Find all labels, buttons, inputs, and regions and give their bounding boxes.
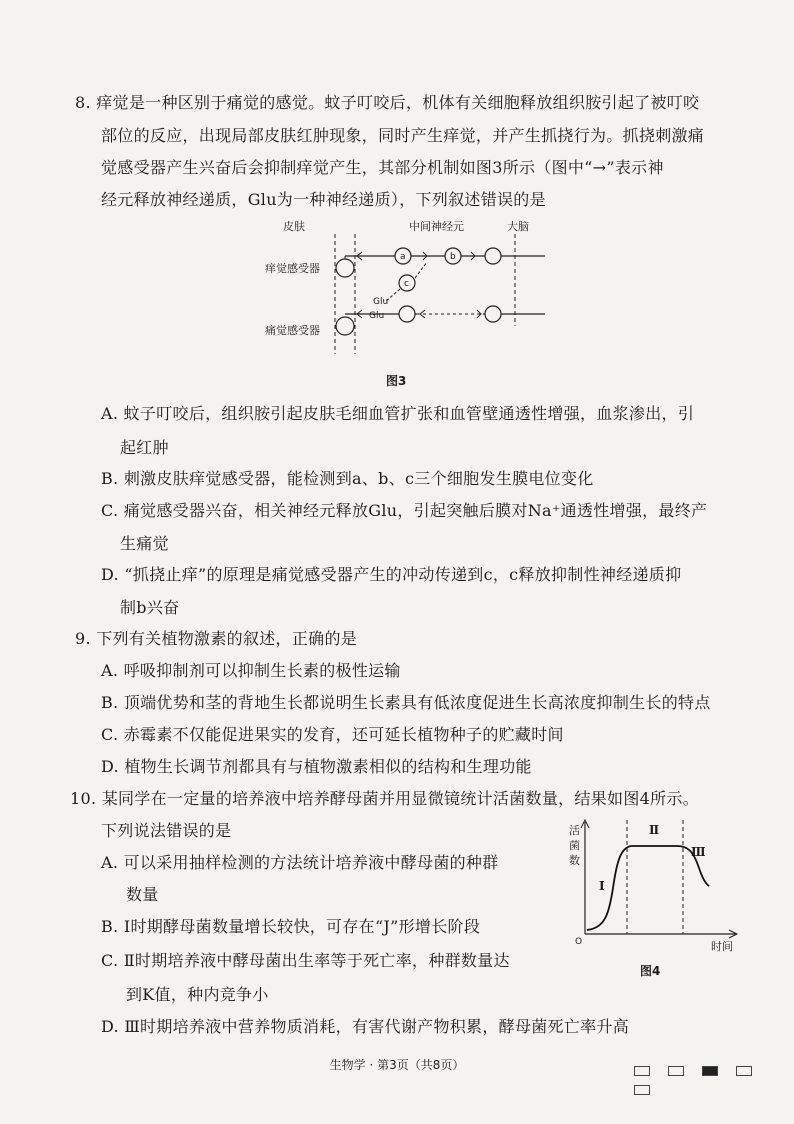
figure-4-caption: 图4 [640, 964, 661, 978]
q9-option-a: A. 呼吸抑制剂可以抑制生长素的极性运输 [101, 661, 401, 680]
brain-neuron-bottom [485, 306, 501, 322]
q8-stem-line-2: 部位的反应，出现局部皮肤红肿现象，同时产生痒觉，并产生抓挠行为。抓挠刺激痛 [101, 126, 705, 145]
figure-3-caption: 图3 [386, 374, 407, 388]
page-mark-2 [668, 1066, 684, 1076]
q8-option-a-line-1: A. 蚊子叮咬后，组织胺引起皮肤毛细血管扩张和血管壁通透性增强，血浆渗出，引 [101, 404, 695, 423]
page-mark-1 [634, 1066, 650, 1076]
q8-option-a-line-2: 起红肿 [120, 438, 169, 457]
page-mark-3-current [702, 1066, 718, 1076]
fig3-label-glu-1: Glu [373, 297, 389, 307]
fig4-ylabel-2: 菌 [569, 839, 580, 852]
q8-option-b: B. 刺激皮肤痒觉感受器，能检测到a、b、c三个细胞发生膜电位变化 [101, 469, 594, 488]
fig3-label-itch-receptor: 痒觉感受器 [265, 262, 320, 275]
q9-option-d: D. 植物生长调节剂都具有与植物激素相似的结构和生理功能 [101, 757, 532, 776]
itch-receptor-cell [336, 259, 354, 277]
fig4-ylabel-3: 数 [569, 854, 580, 867]
q9-option-b: B. 顶端优势和茎的背地生长都说明生长素具有低浓度促进生长高浓度抑制生长的特点 [101, 693, 711, 712]
fig4-ylabel-1: 活 [569, 824, 580, 837]
fig3-label-c: c [404, 279, 409, 289]
q10-option-c-line-2: 到K值，种内竞争小 [126, 985, 269, 1004]
pain-receptor-cell [336, 317, 354, 335]
q9-option-c: C. 赤霉素不仅能促进果实的发育，还可延长植物种子的贮藏时间 [101, 725, 564, 744]
fig4-phase-1: Ⅰ [599, 879, 605, 893]
fig3-label-b: b [450, 252, 456, 262]
fig4-xlabel: 时间 [711, 940, 733, 953]
page-mark-4 [736, 1066, 752, 1076]
page-footer: 生物学 · 第3页（共8页） [329, 1058, 465, 1072]
q8-stem-line-1: 8. 痒觉是一种区别于痛觉的感觉。蚊子叮咬后，机体有关细胞释放组织胺引起了被叮咬 [75, 93, 700, 112]
figure-4-growth-curve [565, 818, 745, 953]
q10-stem-line-2: 下列说法错误的是 [101, 821, 232, 840]
q10-option-c-line-1: C. Ⅱ时期培养液中酵母菌出生率等于死亡率，种群数量达 [101, 951, 510, 970]
page-mark-5 [634, 1085, 650, 1095]
q10-option-a-line-2: 数量 [126, 885, 159, 904]
q10-option-d: D. Ⅲ时期培养液中营养物质消耗，有害代谢产物积累，酵母菌死亡率升高 [101, 1017, 630, 1036]
q10-stem-line-1: 10. 某同学在一定量的培养液中培养酵母菌并用显微镜统计活菌数量，结果如图4所示。 [70, 789, 700, 808]
fig3-label-brain: 大脑 [507, 220, 529, 233]
q10-option-a-line-1: A. 可以采用抽样检测的方法统计培养液中酵母菌的种群 [101, 853, 499, 872]
q10-option-b: B. Ⅰ时期酵母菌数量增长较快，可存在“J”形增长阶段 [101, 917, 481, 936]
q8-stem-line-4: 经元释放神经递质，Glu为一种神经递质），下列叙述错误的是 [101, 190, 546, 209]
pain-interneuron [399, 306, 415, 322]
figure-3-neural-diagram [245, 216, 555, 356]
fig3-label-pain-receptor: 痛觉感受器 [265, 324, 320, 337]
fig3-label-skin: 皮肤 [283, 220, 305, 233]
q8-option-d-line-2: 制b兴奋 [120, 598, 180, 617]
brain-neuron-top [485, 248, 501, 264]
q8-option-d-line-1: D. “抓挠止痒”的原理是痛觉感受器产生的冲动传递到c，c释放抑制性神经递质抑 [101, 565, 682, 584]
fig3-label-a: a [400, 252, 406, 262]
fig4-phase-3: Ⅲ [691, 845, 706, 859]
q8-option-c-line-2: 生痛觉 [120, 534, 169, 553]
fig4-origin: O [575, 937, 583, 947]
page-marks [634, 1060, 794, 1098]
fig3-label-interneuron: 中间神经元 [409, 220, 464, 233]
fig3-label-glu-2: Glu [369, 311, 385, 321]
q8-stem-line-3: 觉感受器产生兴奋后会抑制痒觉产生，其部分机制如图3所示（图中“→”表示神 [101, 158, 664, 177]
fig4-phase-2: Ⅱ [649, 823, 660, 837]
q8-option-c-line-1: C. 痛觉感受器兴奋，相关神经元释放Glu，引起突触后膜对Na⁺通透性增强，最终产 [101, 501, 708, 520]
q9-stem: 9. 下列有关植物激素的叙述，正确的是 [75, 629, 358, 648]
